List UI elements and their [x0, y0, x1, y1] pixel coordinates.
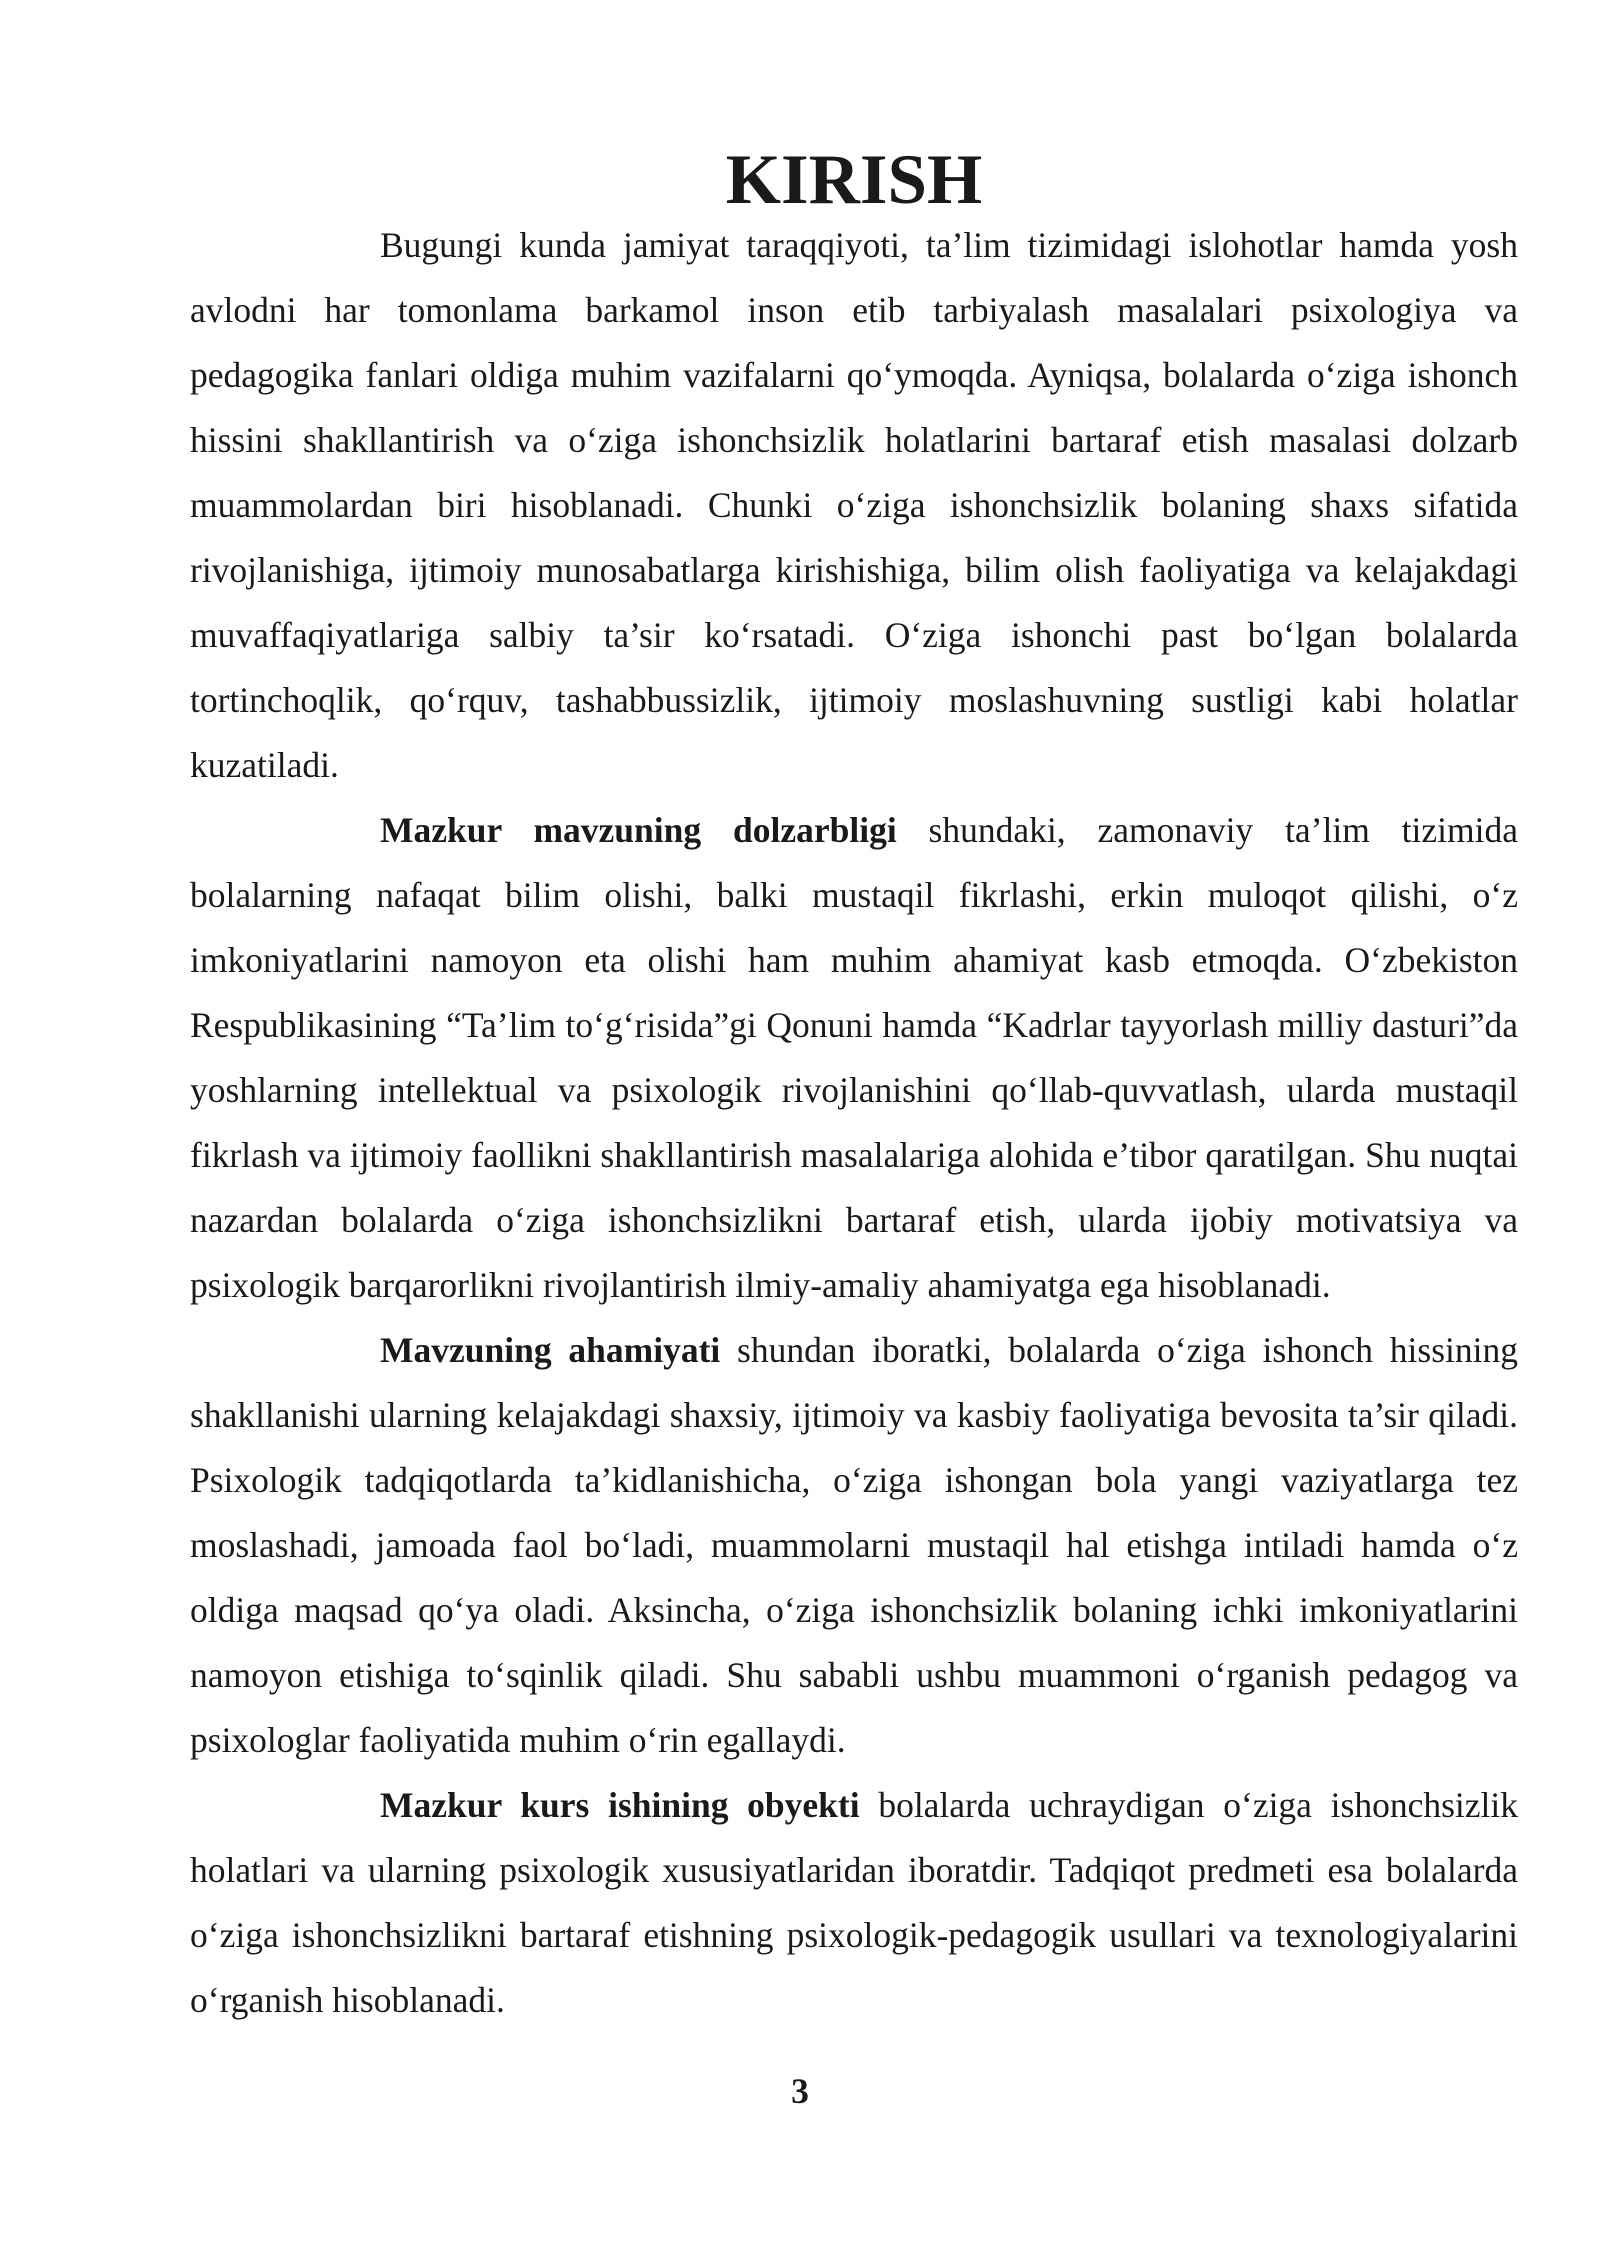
paragraph-relevance: [190, 798, 1518, 1318]
section-title: KIRISH: [725, 141, 983, 219]
paragraph-object: [190, 1773, 1518, 2033]
page-number: 3: [791, 2071, 809, 2111]
paragraph-text: shundaki, zamonaviy ta’lim tizimida bolalarning nafaqat bilim olishi, balki mustaqil fikrlashi, erkin muloqot qilishi, o‘z imkoniyatlarini namoyon eta olishi ham muhim ahamiyat kasb etmoqda. O‘zbekiston Respublikasining “Ta’lim to‘g‘risida”gi Qonuni hamda “Kadrlar tayyorlash milliy dasturi”da yoshlarning intellektual va psixologik rivojlanishini qo‘llab-quvvatlash, ularda mustaqil fikrlash va ijtimoiy faollikni shakllantirish masalalariga alohida e’tibor qaratilgan. Shu nuqtai nazardan bolalarda o‘ziga ishonchsizlikni bartaraf etish, ularda ijobiy motivatsiya va psixologik barqarorlikni rivojlantirish ilmiy-amaliy ahamiyatga ega hisoblanadi.: [190, 810, 1518, 1305]
document-body: [190, 141, 1518, 2033]
paragraph-importance: [190, 1318, 1518, 1773]
paragraph-lead: Mazkur kurs ishining obyekti: [380, 1785, 860, 1825]
paragraph-text: shundan iboratki, bolalarda o‘ziga ishonch hissining shakllanishi ularning kelajakdagi shaxsiy, ijtimoiy va kasbiy faoliyatiga bevosita ta’sir qiladi. Psixologik tadqiqotlarda ta’kidlanishicha, o‘ziga ishongan bola yangi vaziyatlarga tez moslashadi, jamoada faol bo‘ladi, muammolarni mustaqil hal etishga intiladi hamda o‘z oldiga maqsad qo‘ya oladi. Aksincha, o‘ziga ishonchsizlik bolaning ichki imkoniyatlarini namoyon etishiga to‘sqinlik qiladi. Shu sababli ushbu muammoni o‘rganish pedagog va psixologlar faoliyatida muhim o‘rin egallaydi.: [190, 1330, 1518, 1760]
paragraph-introduction: [190, 213, 1518, 798]
paragraph-text: Bugungi kunda jamiyat taraqqiyoti, ta’lim tizimidagi islohotlar hamda yosh avlodni har tomonlama barkamol inson etib tarbiyalash masalalari psixologiya va pedagogika fanlari oldiga muhim vazifalarni qo‘ymoqda. Ayniqsa, bolalarda o‘ziga ishonch hissini shakllantirish va o‘ziga ishonchsizlik holatlarini bartaraf etish masalasi dolzarb muammolardan biri hisoblanadi. Chunki o‘ziga ishonchsizlik bolaning shaxs sifatida rivojlanishiga, ijtimoiy munosabatlarga kirishishiga, bilim olish faoliyatiga va kelajakdagi muvaffaqiyatlariga salbiy ta’sir ko‘rsatadi. O‘ziga ishonchi past bo‘lgan bolalarda tortinchoqlik, qo‘rquv, tashabbussizlik, ijtimoiy moslashuvning sustligi kabi holatlar kuzatiladi.: [190, 225, 1518, 785]
paragraph-lead: Mazkur mavzuning dolzarbligi: [380, 810, 897, 850]
paragraph-text: bolalarda uchraydigan o‘ziga ishonchsizlik holatlari va ularning psixologik xususiyatlaridan iboratdir. Tadqiqot predmeti esa bolalarda o‘ziga ishonchsizlikni bartaraf etishning psixologik-pedagogik usullari va texnologiyalarini o‘rganish hisoblanadi.: [190, 1785, 1518, 2020]
paragraph-lead: Mavzuning ahamiyati: [380, 1330, 721, 1370]
